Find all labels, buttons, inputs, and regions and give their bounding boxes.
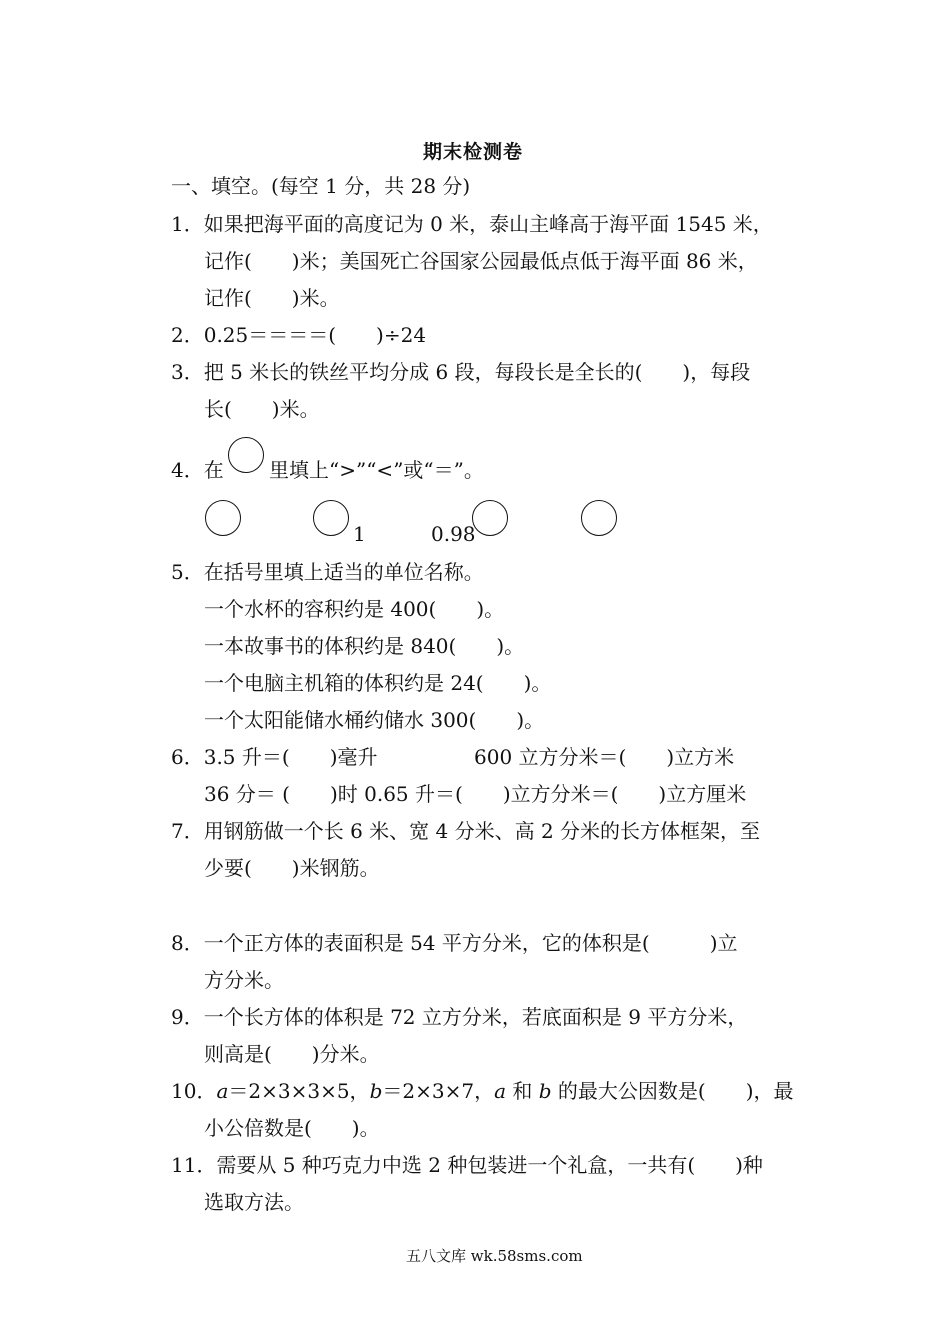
question-1-line-1: 1．如果把海平面的高度记为 0 米，泰山主峰高于海平面 1545 米， xyxy=(171,212,773,236)
question-8-line-2: 方分米。 xyxy=(204,968,284,992)
variable-a-ref: a xyxy=(494,1079,507,1103)
question-10-line-2: 小公倍数是( )。 xyxy=(204,1116,380,1140)
question-7-line-2: 少要( )米钢筋。 xyxy=(204,856,380,880)
section-heading: 一、填空。(每空 1 分，共 28 分) xyxy=(171,174,471,198)
question-2: 2．0.25＝＝＝＝( )÷24 xyxy=(171,323,427,347)
variable-a: a xyxy=(216,1079,229,1103)
question-9-line-1: 9．一个长方体的体积是 72 立方分米，若底面积是 9 平方分米， xyxy=(171,1005,748,1029)
question-5-line-2: 一个水杯的容积约是 400( )。 xyxy=(204,597,505,621)
question-7-line-1: 7．用钢筋做一个长 6 米、宽 4 分米、高 2 分米的长方体框架，至 xyxy=(171,819,761,843)
question-11-line-1: 11．需要从 5 种巧克力中选 2 种包装进一个礼盒，一共有( )种 xyxy=(171,1153,763,1177)
variable-b-ref: b xyxy=(538,1079,552,1103)
answer-circle-4 xyxy=(581,500,617,536)
question-9-line-2: 则高是( )分米。 xyxy=(204,1042,380,1066)
and-word: 和 xyxy=(506,1079,539,1103)
question-4-item-1: 1 xyxy=(353,522,366,546)
question-5-line-5: 一个太阳能储水桶约储水 300( )。 xyxy=(204,708,545,732)
equation-a: ＝2×3×3×5， xyxy=(228,1079,370,1103)
question-6-part-a: 6．3.5 升＝( )毫升 xyxy=(171,745,378,769)
question-10-tail: 的最大公因数是( )，最 xyxy=(551,1079,794,1103)
question-4-instruction: 里填上“>”“<”或“＝”。 xyxy=(269,458,484,482)
footer-watermark: 五八文库 wk.58sms.com xyxy=(406,1247,583,1265)
question-5-line-4: 一个电脑主机箱的体积约是 24( )。 xyxy=(204,671,552,695)
answer-circle-3 xyxy=(472,500,508,536)
question-3-line-1: 3．把 5 米长的铁丝平均分成 6 段，每段长是全长的( )，每段 xyxy=(171,360,751,384)
question-1-line-2: 记作( )米；美国死亡谷国家公园最低点低于海平面 86 米， xyxy=(204,249,758,273)
equation-b: ＝2×3×7， xyxy=(382,1079,495,1103)
variable-b: b xyxy=(369,1079,383,1103)
question-5-line-3: 一本故事书的体积约是 840( )。 xyxy=(204,634,525,658)
question-5-line-1: 5．在括号里填上适当的单位名称。 xyxy=(171,560,484,584)
page-title: 期末检测卷 xyxy=(423,141,524,163)
question-6-part-b: 600 立方分米＝( )立方米 xyxy=(474,745,735,769)
question-10-line-1 xyxy=(171,1077,794,1105)
question-11-line-2: 选取方法。 xyxy=(204,1190,304,1214)
question-8-line-1: 8．一个正方体的表面积是 54 平方分米，它的体积是( )立 xyxy=(171,931,738,955)
compare-circle-icon xyxy=(228,437,264,473)
question-6-part-c: 36 分＝ ( )时 0.65 升＝( )立方分米＝( )立方厘米 xyxy=(204,782,747,806)
question-10-number: 10． xyxy=(171,1079,217,1103)
question-1-line-3: 记作( )米。 xyxy=(204,286,340,310)
answer-circle-2 xyxy=(313,500,349,536)
answer-circle-1 xyxy=(205,500,241,536)
question-4-number: 4．在 xyxy=(171,458,224,482)
question-4-item-098: 0.98 xyxy=(431,522,476,546)
question-3-line-2: 长( )米。 xyxy=(204,397,320,421)
